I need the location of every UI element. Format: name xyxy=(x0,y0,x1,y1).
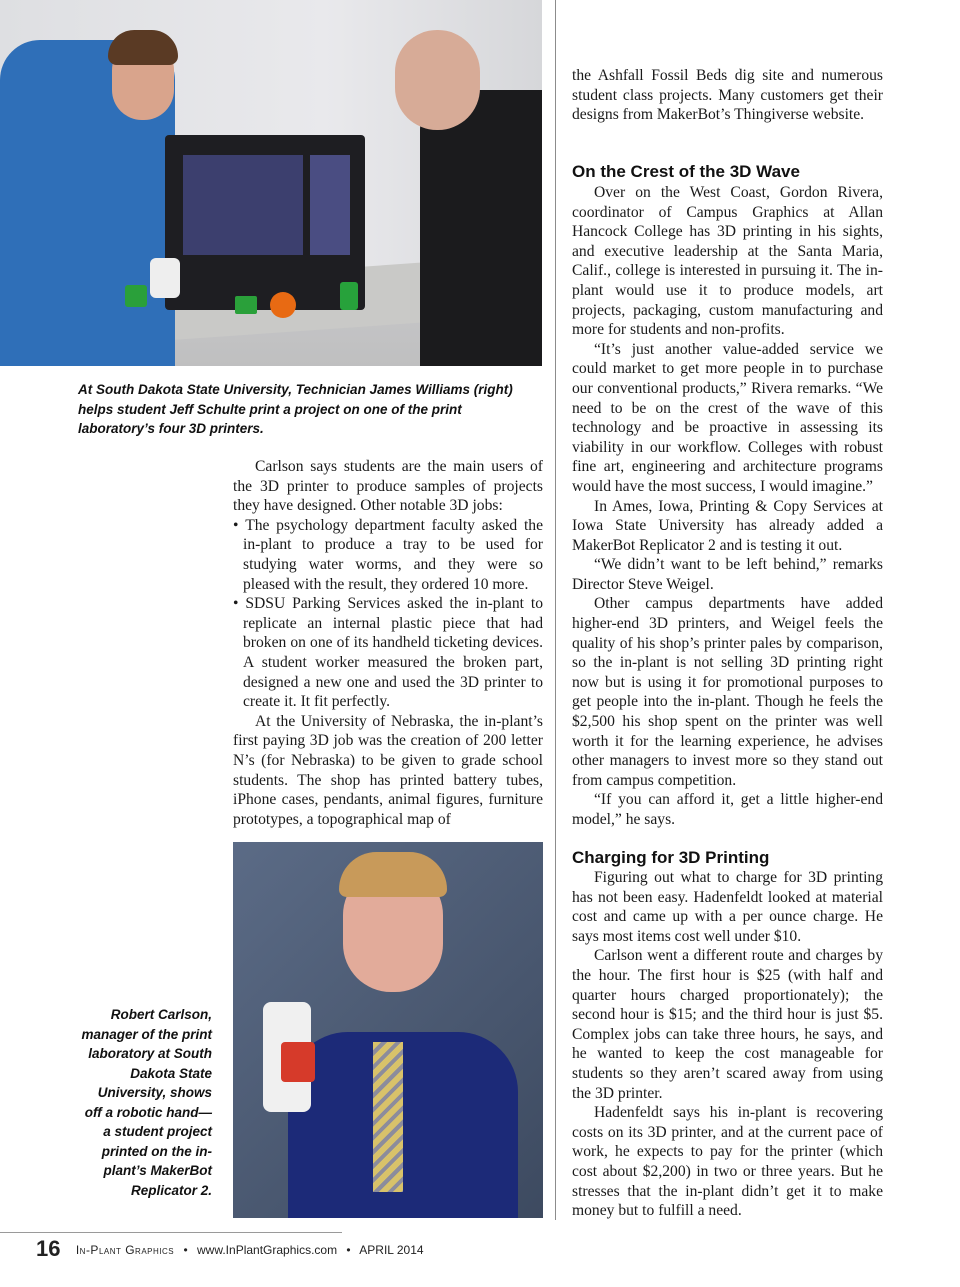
list-item: • SDSU Parking Services asked the in-plant to replicate an internal plastic piece that had broken on one of its handheld ticketing devices. A student worker measured the broken part, designed a new one and used the 3D printer to create it. It fit perfectly. xyxy=(233,594,543,712)
caption-top-photo: At South Dakota State University, Technician James Williams (right) helps student Jeff Schulte print a project on one of the print laboratory’s four 3D printers. xyxy=(78,382,513,436)
column-divider xyxy=(555,0,556,1220)
heading-charging: Charging for 3D Printing xyxy=(572,848,770,867)
photo-robert-carlson xyxy=(233,842,543,1218)
publication-name: In-Plant Graphics xyxy=(75,1243,175,1257)
paragraph: Hadenfeldt says his in-plant is recovering costs on its 3D printer, and at the current pace of work, he expects to pay for the printer (which cost about $2,200) in two or three years. But he stresses that the in-plant didn’t get it to make money but to fulfill a need. xyxy=(572,1104,883,1220)
issue-date: APRIL 2014 xyxy=(359,1243,424,1257)
list-item: • The psychology department faculty asked the in-plant to produce a tray to be used for studying water worms, and they were so pleased with the result, they ordered 10 more. xyxy=(233,516,543,594)
paragraph-nebraska: At the University of Nebraska, the in-plant’s first paying 3D job was the creation of 200 letter N’s (for Nebraska) to be given to grade school students. The shop has printed battery tubes, iPhone cases, pendants, animal figures, furniture prototypes, a topographical map of xyxy=(233,712,543,828)
footer-rule xyxy=(0,1232,342,1233)
paragraph: Figuring out what to charge for 3D printing has not been easy. Hadenfeldt looked at material cost and came up with a per ounce charge. He says most items cost well under $10. xyxy=(572,869,883,945)
paragraph: Over on the West Coast, Gordon Rivera, coordinator of Campus Graphics at Allan Hancock College has 3D printing in his sights, and executive leadership at the Santa Maria, Calif., college is interested in pursuing it. The in-plant would use it to produce models, art projects, packaging, custom manufacturing and more for students and non-profits. xyxy=(572,184,883,339)
footer-bullet: • xyxy=(346,1243,351,1257)
right-column-charging xyxy=(572,868,883,1221)
paragraph: Other campus departments have added higher-end 3D printers, and Weigel feels the quality of his shop’s printer pales by comparison, so the in-plant is not selling 3D printing right now but is using it for promotional purposes to get people into the in-plant. Though he feels the $2,500 his shop spent on the printer was well worth it for the learning experience, he advises other managers to invest more so they stand out from campus competition. xyxy=(572,595,883,789)
caption-bottom-photo: Robert Carlson, manager of the print laboratory at South Dakota State University, shows off a robotic hand—a student project printed on the in-plant’s MakerBot Replicator 2. xyxy=(81,1007,212,1198)
footer-bullet: • xyxy=(183,1243,188,1257)
middle-column xyxy=(233,457,543,829)
page-number: 16 xyxy=(36,1236,61,1261)
paragraph-continuation: the Ashfall Fossil Beds dig site and numerous student class projects. Many customers get their designs from MakerBot’s Thingiverse website. xyxy=(572,67,883,124)
paragraph-intro: Carlson says students are the main users of the 3D printer to produce samples of projects they have designed. Other notable 3D jobs: xyxy=(233,458,543,515)
paragraph: “We didn’t want to be left behind,” remarks Director Steve Weigel. xyxy=(572,556,883,593)
heading-crest: On the Crest of the 3D Wave xyxy=(572,162,800,181)
paragraph: “It’s just another value-added service we could market to get more people in to purchase our conventional products,” Rivera remarks. “We need to be on the crest of the wave of this technology and be proactive in assessing its viability in our workflow. Colleges with robust fine art, engineering and architecture programs would have the most success, I would imagine.” xyxy=(572,340,883,495)
notable-jobs-list xyxy=(233,516,543,712)
paragraph: “If you can afford it, get a little higher-end model,” he says. xyxy=(572,791,883,828)
website-link[interactable]: www.InPlantGraphics.com xyxy=(197,1243,338,1257)
right-column-crest xyxy=(572,183,883,830)
paragraph: Carlson went a different route and charges by the hour. The first hour is $25 (with half and quarter hours charged proportionately); the second hour is $15; and the third hour is just $5. Complex jobs can take three hours, he says, and he wanted to keep the cost manageable for students so they aren’t scared away from using the 3D printer. xyxy=(572,947,883,1102)
page-footer xyxy=(36,1237,424,1262)
right-column-top xyxy=(572,66,883,125)
photo-students-3d-printer xyxy=(0,0,542,366)
paragraph: In Ames, Iowa, Printing & Copy Services at Iowa State University has already added a MakerBot Replicator 2 and is testing it out. xyxy=(572,497,883,554)
